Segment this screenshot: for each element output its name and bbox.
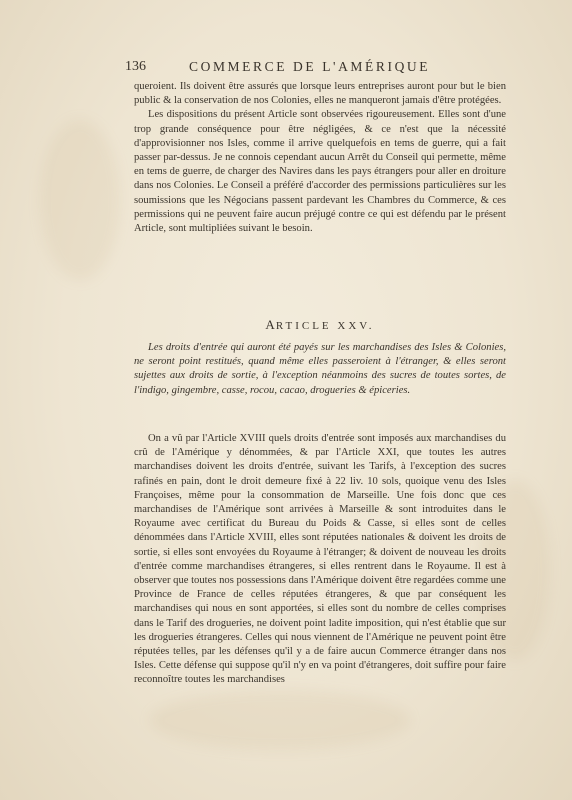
article-heading-rest: RTICLE XXV.: [275, 320, 375, 332]
article-heading: [134, 317, 506, 333]
article-text: [134, 341, 506, 398]
article-text-body: Les droits d'entrée qui auront été payés sur les marchandises des Isles & Colonies, ne seront point restitués, quand même elles passeroient à l'étranger, & elles seront sujettes aux droits de sortie, à l'exception néanmoins des sucres de toutes sortes, de l'indigo, gingembre, casse, rocou, cacao, drogueries & épiceries.: [134, 342, 506, 396]
paragraph-continuation: queroient. Ils doivent être assurés que lorsque leurs entreprises auront pour but le bien public & la conservation de nos Colonies, elles ne manqueront jamais d'être protégées.: [134, 81, 506, 107]
running-title: COMMERCE DE L'AMÉRIQUE: [189, 59, 431, 74]
paragraph-dispositions: Les dispositions du présent Article sont observées rigoureusement. Elles sont d'une trop grande conséquence pour être négligées, & ce n'est que la nécessité d'approvisionner nos Isles, comme il arrive quelquefois en tems de guerre, qui a fait passer par-dessus. Je ne connois cependant aucun Arrêt du Conseil qui permette, même en tems de guerre, de charger des Navires dans les pays étrangers pour aller en droiture dans nos Colonies. Le Conseil a préféré d'accorder des permissions particulières sur les soumissions que les Négocians passent pardevant les Chambres du Commerce, & ces permissions qui ne peuvent faire aucun préjugé contre ce qui est défendu par le présent Article, sont multipliées suivant le besoin.: [134, 109, 506, 235]
paper-stain: [40, 120, 120, 280]
article-heading-initial: A: [265, 317, 276, 332]
commentary-body: On a vû par l'Article XVIII quels droits d'entrée sont imposés aux marchandises du crû de l'Amérique y dénommées, & par l'Article XXI, que toutes les autres marchandises doivent les droits d'entrée, suivant les Tarifs, à l'exception des sucres rafinés en pain, dont le droit demeure fixé à 22 liv. 10 sols, quoique venu des Isles Françoises, même pour la consommation de Marseille. Une fois donc que ces marchandises de l'Amérique sont arrivées à Marseille & sont introduites dans le Royaume avec certificat du Bureau du Poids & Casse, si elles sont de celles dénommées dans l'Article XVIII, elles sont réputées nationales & doivent les droits de sortie, si elles sont envoyées du Royaume à l'étranger; & doivent de nouveau les droits d'entrée comme marchandises étrangeres, si elles rentrent dans le Royaume. Il est à observer que toutes nos possessions dans l'Amérique doivent être regardées comme une Province de France de celles réputées étrangeres, & que par conséquent les marchandises qui nous en sont apportées, si elles sont du nombre de celles comprises dans le Tarif des drogueries, ne doivent point ladite imposition, qui n'est établie que sur les drogueries étrangeres. Celles qui nous viennent de l'Amérique ne peuvent point être réputées telles, par les défenses qu'il y a de faire aucun Commerce étranger dans nos Isles. Cette défense qui suppose qu'il n'y en va point d'étrangeres, doit suffire pour faire reconnoître toutes les marchandises: [134, 433, 506, 686]
page-header: [125, 56, 505, 78]
commentary-text: [134, 432, 506, 688]
top-text: [134, 80, 506, 236]
page-number: 136: [125, 59, 146, 74]
paper-stain: [150, 690, 410, 750]
